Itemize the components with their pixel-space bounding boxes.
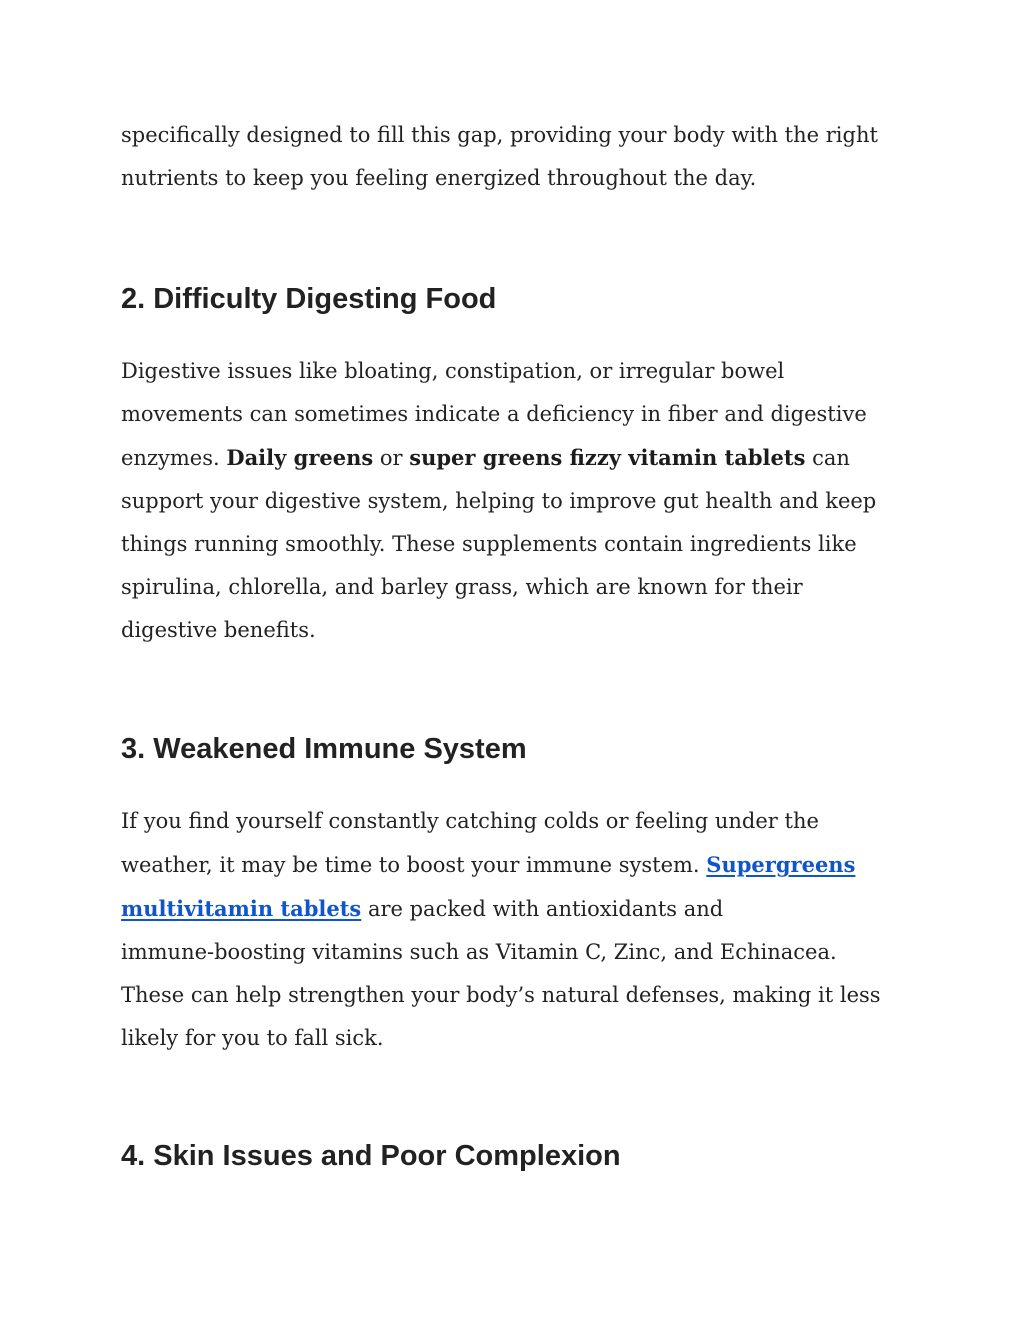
paragraph-line: digestive benefits. xyxy=(121,618,316,642)
paragraph-line: likely for you to fall sick. xyxy=(121,1026,384,1050)
paragraph-line: things running smoothly. These supplements contain ingredients like xyxy=(121,532,857,556)
digestion-paragraph xyxy=(121,350,921,652)
paragraph-text: enzymes. xyxy=(121,446,227,470)
section-heading-skin: 4. Skin Issues and Poor Complexion xyxy=(121,1140,621,1172)
immune-paragraph xyxy=(121,800,921,1060)
paragraph-text: are packed with antioxidants and xyxy=(361,897,724,921)
paragraph-line: spirulina, chlorella, and barley grass, which are known for their xyxy=(121,575,803,599)
intro-line: specifically designed to fill this gap, providing your body with the right xyxy=(121,123,878,147)
paragraph-line: If you find yourself constantly catching colds or feeling under the xyxy=(121,809,819,833)
bold-term-fizzy-tablets: super greens fizzy vitamin tablets xyxy=(409,445,806,470)
paragraph-line xyxy=(121,887,921,931)
supergreens-link-continuation[interactable]: multivitamin tablets xyxy=(121,896,362,921)
paragraph-text: weather, it may be time to boost your immune system. xyxy=(121,853,707,877)
paragraph-line: support your digestive system, helping to improve gut health and keep xyxy=(121,489,877,513)
paragraph-text: can xyxy=(805,446,850,470)
intro-line: nutrients to keep you feeling energized throughout the day. xyxy=(121,166,757,190)
paragraph-line: immune-boosting vitamins such as Vitamin C, Zinc, and Echinacea. xyxy=(121,940,837,964)
paragraph-line xyxy=(121,436,921,480)
paragraph-line: These can help strengthen your body’s natural defenses, making it less xyxy=(121,983,881,1007)
paragraph-line xyxy=(121,843,921,887)
paragraph-text: or xyxy=(373,446,410,470)
section-heading-immune: 3. Weakened Immune System xyxy=(121,733,527,765)
intro-paragraph xyxy=(121,114,921,200)
supergreens-link[interactable]: Supergreens xyxy=(706,852,856,877)
bold-term-daily-greens: Daily greens xyxy=(226,445,374,470)
paragraph-line: Digestive issues like bloating, constipation, or irregular bowel xyxy=(121,359,785,383)
paragraph-line: movements can sometimes indicate a deficiency in fiber and digestive xyxy=(121,402,867,426)
section-heading-digestion: 2. Difficulty Digesting Food xyxy=(121,283,497,315)
